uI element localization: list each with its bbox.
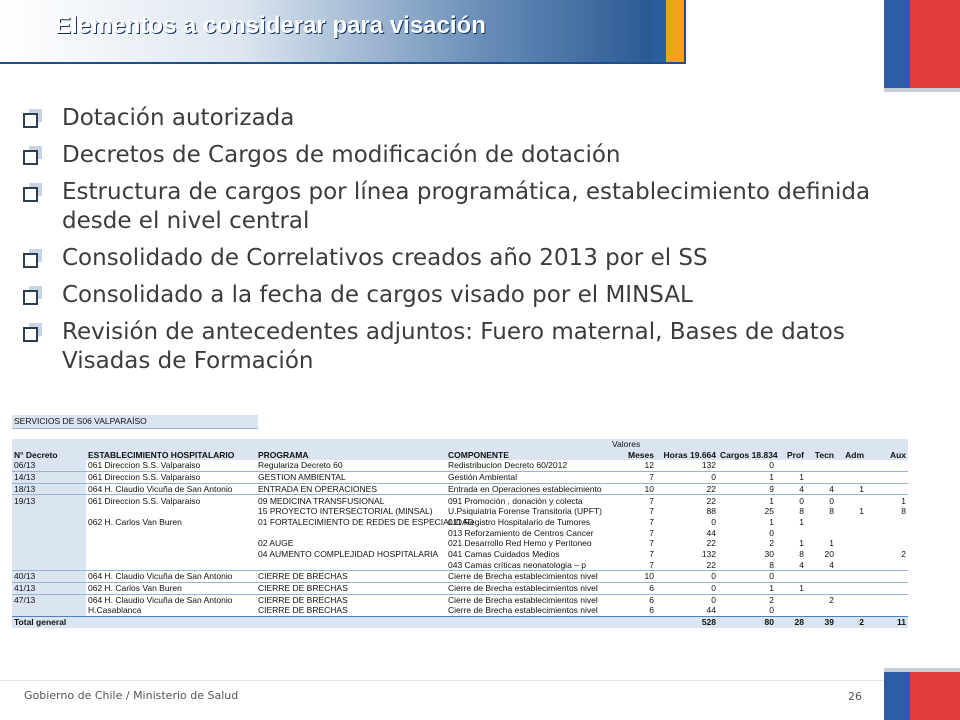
table-cell	[12, 560, 86, 571]
table-cell	[836, 560, 866, 571]
table-cell: 0	[769, 605, 774, 616]
table-cell	[12, 538, 86, 549]
table-cell: 7	[649, 548, 654, 559]
table-cell	[836, 538, 866, 549]
table-cell: 2	[901, 548, 906, 559]
total-cell: 528	[656, 617, 718, 628]
table-cell: CIERRE DE BRECHAS	[256, 571, 446, 583]
table-cell: 22	[706, 538, 716, 549]
table-cell: 1	[718, 495, 776, 506]
table-cell	[866, 517, 908, 528]
table-cell	[866, 460, 908, 471]
table-cell	[446, 439, 610, 450]
table-cell	[776, 594, 806, 605]
table-cell	[866, 528, 908, 539]
total-cell	[610, 617, 656, 628]
table-cell: 4	[829, 559, 834, 570]
table-cell: 0	[656, 582, 718, 594]
column-header: Prof	[776, 450, 806, 461]
table-values-row	[12, 439, 908, 450]
bullet-item: Consolidado de Correlativos creados año 2013 por el SS	[24, 244, 874, 273]
table-cell: 25	[764, 506, 774, 517]
table-cell: 02 AUGE	[258, 538, 294, 549]
table-cell	[776, 439, 806, 450]
table-cell: 6	[610, 594, 656, 605]
table-cell: 0	[769, 527, 774, 538]
table-cell: 04 AUMENTO COMPLEJIDAD HOSPITALARIA	[258, 548, 439, 559]
bullet-item: Consolidado a la fecha de cargos visado por el MINSAL	[24, 281, 874, 310]
table-cell: 7	[649, 559, 654, 570]
total-cell	[446, 617, 610, 628]
table-cell: 061 Direccion S.S. Valparaiso	[86, 472, 256, 484]
table-cell	[776, 605, 806, 616]
table-row	[12, 560, 908, 571]
table-cell: 44	[706, 527, 716, 538]
table-cell: 10	[610, 483, 656, 495]
bullet-item: Estructura de cargos por línea programática, establecimiento definida desde el nivel central	[24, 178, 874, 236]
table-cell: 4	[806, 483, 836, 495]
table-cell	[806, 472, 836, 484]
table-cell: 1	[776, 582, 806, 594]
total-cell: 28	[776, 617, 806, 628]
table-cell: 062 H. Carlos Van Buren	[86, 582, 256, 594]
table-cell: 41/13	[12, 582, 86, 594]
table-cell: 2	[769, 538, 774, 549]
table-cell: Cierre de Brecha establecimientos nivel	[448, 605, 598, 616]
table-cell	[836, 605, 866, 616]
table-cell	[806, 605, 836, 616]
table-cell	[866, 594, 908, 605]
table-cell: 132	[701, 460, 716, 471]
table-cell	[12, 517, 86, 528]
values-label: Valores	[610, 439, 656, 450]
table-cell	[806, 460, 836, 471]
title-underline	[0, 62, 686, 64]
table-cell	[776, 460, 806, 471]
table-cell: 1	[776, 472, 806, 484]
column-header: Adm	[836, 450, 866, 461]
table-cell: 1	[769, 516, 774, 527]
checkbox-bullet-icon	[24, 249, 42, 267]
table-cell: 40/13	[12, 571, 86, 583]
table-cell	[256, 439, 446, 450]
table-cell: 44	[706, 605, 716, 616]
table-cell: 064 H. Claudio Vicuña de San Antonio	[86, 571, 256, 583]
table-cell	[866, 560, 908, 571]
table-cell: 10	[610, 571, 656, 583]
slide-title: Elementos a considerar para visación	[55, 12, 486, 39]
table-cell	[12, 528, 86, 539]
table-row	[12, 605, 908, 616]
checkbox-bullet-icon	[24, 183, 42, 201]
table-row	[12, 483, 908, 495]
table-cell	[656, 439, 718, 450]
table-cell: 061 Direccion S.S. Valparaiso	[86, 495, 256, 506]
footer-org: Gobierno de Chile / Ministerio de Salud	[24, 689, 239, 702]
table-cell: 19/13	[12, 495, 86, 506]
total-cell: 11	[866, 617, 908, 628]
table-row	[12, 517, 908, 528]
table-cell: Cierre de Brecha establecimientos nivel	[446, 571, 610, 583]
table-row	[12, 472, 908, 484]
table-cell: 7	[610, 472, 656, 484]
table-row	[12, 582, 908, 594]
table-cell	[836, 571, 866, 583]
table-row	[12, 495, 908, 506]
table-cell: 061 Direccion S.S. Valparaiso	[88, 460, 201, 471]
table-cell: 0	[711, 516, 716, 527]
table-cell	[86, 560, 256, 571]
table-cell: 1	[859, 506, 864, 517]
table-cell	[836, 582, 866, 594]
table-cell: 20	[824, 548, 834, 559]
table-cell: 09 MEDICINA TRANSFUSIONAL	[256, 495, 446, 506]
table-cell	[866, 582, 908, 594]
table-row	[12, 571, 908, 583]
table-cell	[806, 517, 836, 528]
table-cell: 064 H. Claudio Vicuña de San Antonio	[86, 594, 256, 605]
table-cell: 1	[799, 538, 804, 549]
table-cell	[866, 472, 908, 484]
table-cell: 8	[901, 506, 906, 517]
table-cell: Gestión Ambiental	[446, 472, 610, 484]
bullet-list	[24, 104, 874, 384]
table-cell	[866, 605, 908, 616]
table-cell	[86, 538, 256, 549]
table-cell: 8	[769, 559, 774, 570]
table-cell: 6	[649, 605, 654, 616]
checkbox-bullet-icon	[24, 323, 42, 341]
table-cell: 7	[649, 538, 654, 549]
table-cell	[836, 594, 866, 605]
table-cell: 021 Desarrollo Red Hemo y Peritoneo	[448, 538, 592, 549]
banner-blue-stripe	[652, 0, 666, 62]
table-cell: ENTRADA EN OPERACIONES	[256, 483, 446, 495]
total-cell: Total general	[12, 617, 86, 628]
table-row	[12, 506, 908, 517]
table-cell: 0	[656, 594, 718, 605]
table-cell: 1	[718, 582, 776, 594]
table-cell	[256, 560, 446, 571]
table-cell	[86, 549, 256, 560]
table-cell	[12, 605, 86, 616]
table-cell: 0	[806, 495, 836, 506]
total-cell: 2	[836, 617, 866, 628]
column-header: PROGRAMA	[256, 450, 446, 461]
table-cell: 9	[718, 483, 776, 495]
table-cell: 0	[656, 571, 718, 583]
table-cell: Cierre de Brecha establecimientos nivel	[446, 582, 610, 594]
table-cell	[836, 517, 866, 528]
table-cell	[866, 439, 908, 450]
chile-flag-logo-footer	[884, 668, 960, 720]
table-cell	[86, 439, 256, 450]
table-cell: Cierre de Brecha establecimientos nivel	[446, 594, 610, 605]
bullet-item: Dotación autorizada	[24, 104, 874, 133]
footer-divider	[0, 680, 884, 681]
table-row	[12, 538, 908, 549]
table-cell: CIERRE DE BRECHAS	[256, 582, 446, 594]
table-cell	[776, 528, 806, 539]
table-cell	[806, 582, 836, 594]
table-cell: 22	[656, 483, 718, 495]
table-cell: 1	[866, 495, 908, 506]
table-cell: 8	[829, 506, 834, 517]
table-cell	[836, 439, 866, 450]
table-cell: 7	[610, 495, 656, 506]
checkbox-bullet-icon	[24, 109, 42, 127]
table-cell: 064 H. Claudio Vicuña de San Antonio	[86, 483, 256, 495]
table-cell	[806, 439, 836, 450]
table-cell: 011 Registro Hospitalario de Tumores	[448, 516, 591, 527]
bullet-item: Decretos de Cargos de modificación de dotación	[24, 141, 874, 170]
table-cell: 6	[610, 582, 656, 594]
table-cell: CIERRE DE BRECHAS	[258, 605, 348, 616]
banner-orange-stripe	[666, 0, 684, 62]
checkbox-bullet-icon	[24, 146, 42, 164]
table-cell: 18/13	[12, 483, 86, 495]
table-row	[12, 528, 908, 539]
table-cell: Entrada en Operaciones establecimiento	[446, 483, 610, 495]
page-number: 26	[848, 690, 862, 703]
table-total-row	[12, 617, 908, 628]
column-header: Cargos 18.834	[720, 449, 778, 460]
table-cell: 1	[718, 472, 776, 484]
table-cell	[256, 528, 446, 539]
table-cell: 01 FORTALECIMIENTO DE REDES DE ESPECIALIDAD	[258, 516, 474, 527]
table-cell: 22	[706, 559, 716, 570]
table-cell: 4	[776, 483, 806, 495]
table-cell	[806, 571, 836, 583]
table-cell	[836, 549, 866, 560]
table-cell: 06/13	[12, 460, 86, 471]
table-cell: 091 Promoción , donación y colecta	[446, 495, 610, 506]
table-row	[12, 594, 908, 605]
table-cell: 062 H. Carlos Van Buren	[88, 516, 182, 527]
table-cell: 2	[718, 594, 776, 605]
checkbox-bullet-icon	[24, 286, 42, 304]
pivot-table	[12, 439, 908, 628]
table-cell: U.Psiquiatria Forense Transitoria (UPFT)	[448, 506, 602, 517]
table-cell: 041 Camas Cuidados Medios	[448, 548, 560, 559]
chile-flag-logo	[884, 0, 960, 92]
table-cell	[836, 495, 866, 506]
table-cell: 0	[776, 495, 806, 506]
table-cell: 1	[836, 483, 866, 495]
table-cell: 0	[718, 571, 776, 583]
table-cell	[12, 549, 86, 560]
table-cell	[776, 571, 806, 583]
table-cell: 0	[656, 472, 718, 484]
column-header: Meses	[610, 450, 656, 461]
table-row	[12, 549, 908, 560]
total-cell	[256, 617, 446, 628]
total-cell: 80	[718, 617, 776, 628]
sheet-title: SERVICIOS DE S06 VALPARAÍSO	[12, 415, 258, 429]
table-header-row	[12, 450, 908, 461]
table-cell	[86, 528, 256, 539]
table-cell: 4	[799, 559, 804, 570]
table-cell	[806, 528, 836, 539]
column-header: Horas 19.664	[656, 450, 718, 461]
table-cell: 1	[829, 538, 834, 549]
table-cell: Redistribucion Decreto 60/2012	[448, 460, 568, 471]
table-cell: 8	[799, 506, 804, 517]
table-cell: 132	[701, 548, 716, 559]
table-row	[12, 460, 908, 471]
table-cell	[86, 506, 256, 517]
table-cell: H.Casablanca	[88, 605, 142, 616]
table-cell	[836, 460, 866, 471]
table-cell: 043 Camas críticas neonatologia – p	[448, 559, 586, 570]
table-cell	[866, 483, 908, 495]
spreadsheet-pivot-table	[12, 415, 908, 628]
table-cell: 15 PROYECTO INTERSECTORIAL (MINSAL)	[258, 506, 433, 517]
table-cell: 30	[764, 548, 774, 559]
table-cell: 22	[656, 495, 718, 506]
bullet-item: Revisión de antecedentes adjuntos: Fuero maternal, Bases de datos Visadas de Formación	[24, 318, 874, 376]
column-header: COMPONENTE	[446, 450, 610, 461]
column-header: ESTABLECIMIENTO HOSPITALARIO	[86, 450, 256, 461]
table-cell: GESTION AMBIENTAL	[256, 472, 446, 484]
column-header: N° Decreto	[12, 450, 86, 461]
total-cell: 39	[806, 617, 836, 628]
table-cell	[836, 472, 866, 484]
table-cell: Regulariza Decreto 60	[258, 460, 343, 471]
table-cell: 2	[806, 594, 836, 605]
table-cell: 7	[649, 527, 654, 538]
total-cell	[86, 617, 256, 628]
table-cell: 1	[799, 516, 804, 527]
table-cell: 12	[644, 460, 654, 471]
table-cell: 7	[649, 506, 654, 517]
table-cell: 0	[769, 460, 774, 471]
table-cell	[866, 571, 908, 583]
table-cell: 013 Reforzamiento de Centros Cancer	[448, 527, 594, 538]
table-cell	[866, 538, 908, 549]
table-cell	[836, 528, 866, 539]
table-cell: 7	[649, 516, 654, 527]
table-cell: 8	[799, 548, 804, 559]
column-header: Aux	[866, 450, 908, 461]
table-cell: 88	[706, 506, 716, 517]
table-cell	[12, 506, 86, 517]
table-cell	[718, 439, 776, 450]
table-cell: 47/13	[12, 594, 86, 605]
table-cell: CIERRE DE BRECHAS	[256, 594, 446, 605]
table-cell: 14/13	[12, 472, 86, 484]
table-cell	[12, 439, 86, 450]
column-header: Tecn	[806, 450, 836, 461]
